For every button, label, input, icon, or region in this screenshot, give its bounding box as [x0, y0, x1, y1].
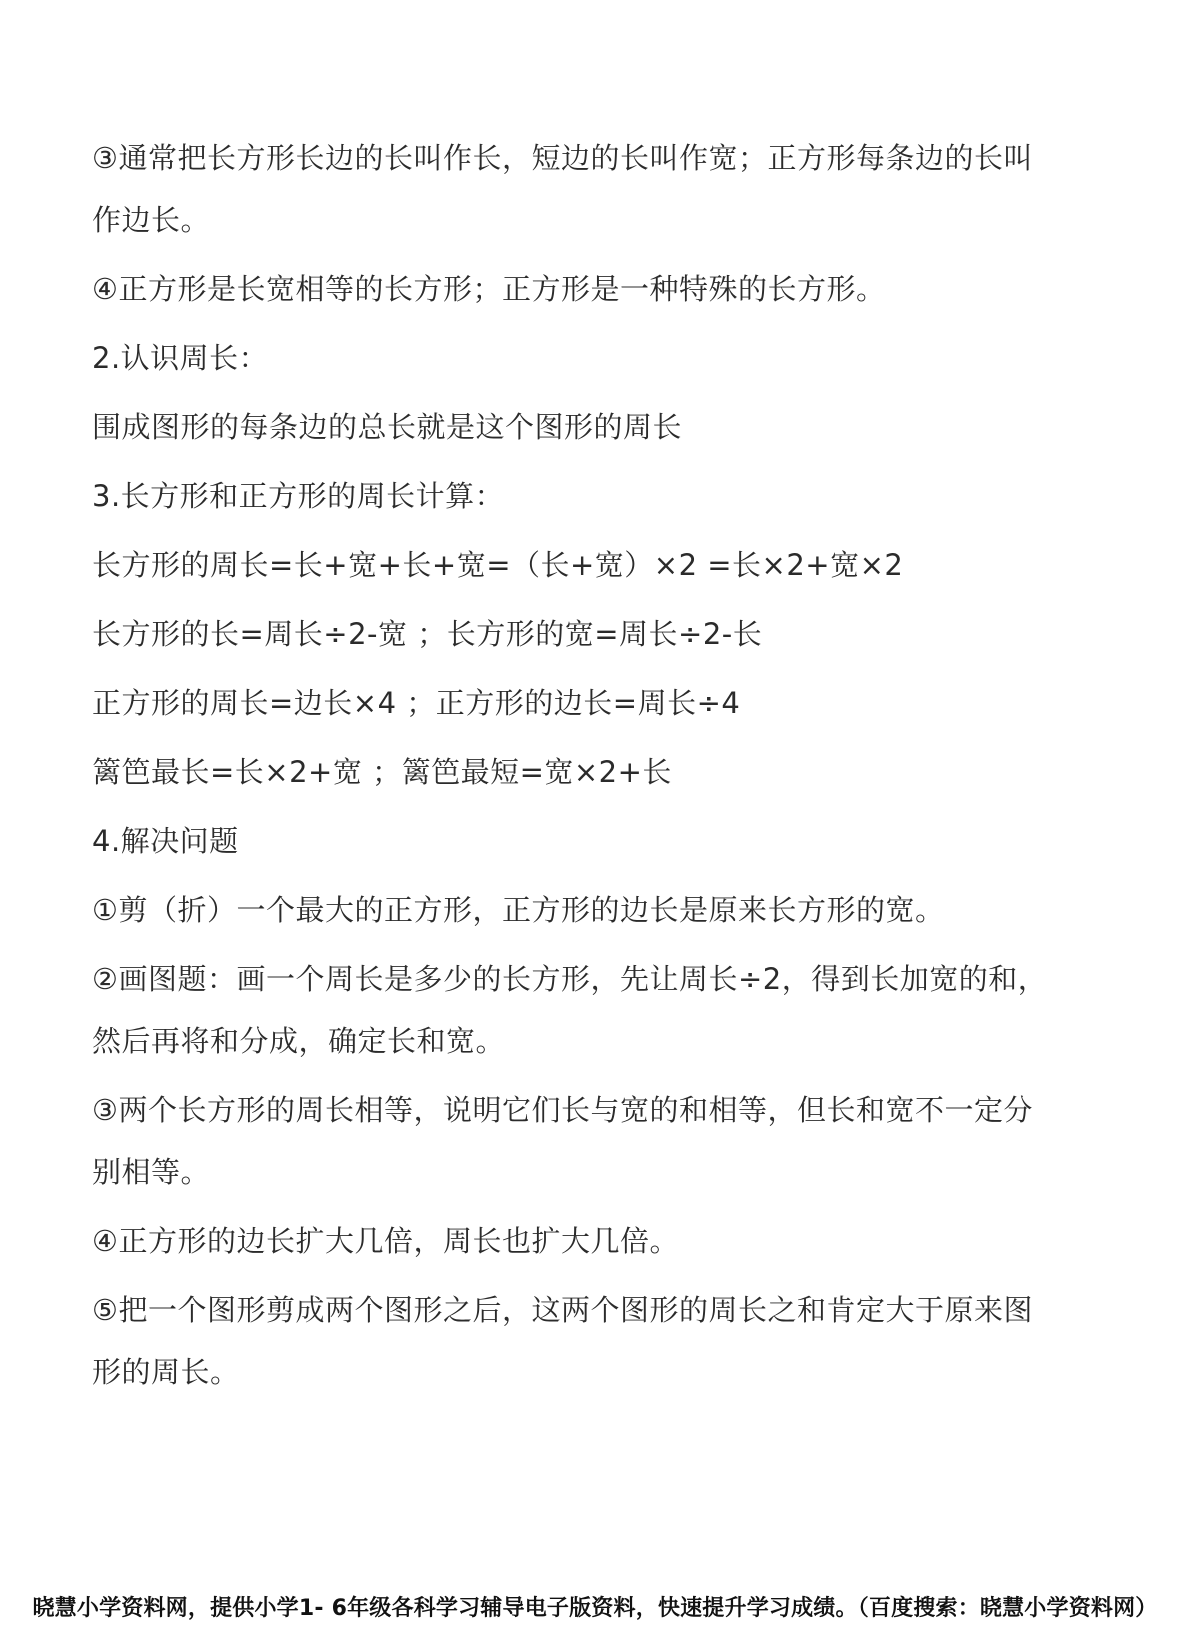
section-heading: 3.长方形和正方形的周长计算：: [92, 479, 505, 513]
text-line: 别相等。: [92, 1155, 211, 1189]
formula-line: 正方形的周长=边长×4 ；正方形的边长=周长÷4: [92, 686, 741, 720]
text-line: ③两个长方形的周长相等，说明它们长与宽的和相等，但长和宽不一定分: [92, 1093, 1033, 1127]
text-line: ④正方形是长宽相等的长方形；正方形是一种特殊的长方形。: [92, 272, 886, 306]
formula-line: 篱笆最长=长×2+宽 ；篱笆最短=宽×2+长: [92, 755, 672, 789]
footer-banner: 晓慧小学资料网，提供小学1- 6年级各科学习辅导电子版资料，快速提升学习成绩。（百度搜索：晓慧小学资料网）: [32, 1596, 1158, 1621]
section-heading: 2.认识周长：: [92, 341, 269, 375]
section-heading: 4.解决问题: [92, 824, 239, 858]
text-line: ③通常把长方形长边的长叫作长，短边的长叫作宽；正方形每条边的长叫: [92, 141, 1033, 175]
text-line: ④正方形的边长扩大几倍，周长也扩大几倍。: [92, 1224, 679, 1258]
formula-line: 长方形的长=周长÷2-宽 ；长方形的宽=周长÷2-长: [92, 617, 763, 651]
text-line: 作边长。: [92, 203, 211, 237]
text-line: ①剪（折）一个最大的正方形，正方形的边长是原来长方形的宽。: [92, 893, 945, 927]
text-line: 形的周长。: [92, 1355, 240, 1389]
text-line: ②画图题：画一个周长是多少的长方形，先让周长÷2，得到长加宽的和，: [92, 962, 1048, 996]
formula-line: 长方形的周长=长+宽+长+宽=（长+宽）×2 =长×2+宽×2: [92, 548, 904, 582]
text-line: 围成图形的每条边的总长就是这个图形的周长: [92, 410, 683, 444]
text-line: 然后再将和分成，确定长和宽。: [92, 1024, 506, 1058]
text-line: ⑤把一个图形剪成两个图形之后，这两个图形的周长之和肯定大于原来图: [92, 1293, 1033, 1327]
